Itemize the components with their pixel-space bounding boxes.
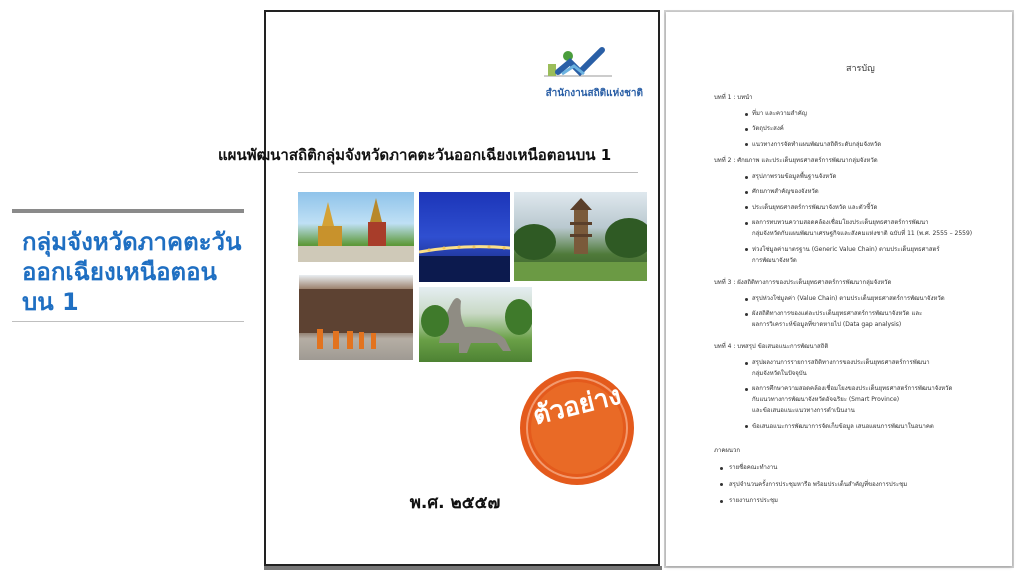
toc-bullet: [745, 313, 748, 316]
toc-item: สรุปภาพรวมข้อมูลพื้นฐานจังหวัด: [752, 173, 837, 180]
region-title: กลุ่มจังหวัดภาคตะวันออกเฉียงเหนือตอนบน 1: [22, 228, 242, 316]
toc-item: สรุปห่วงโซ่มูลค่า (Value Chain) ตามประเด็นยุทธศาสตร์การพัฒนาจังหวัด: [752, 295, 945, 302]
temple-photo: [298, 192, 414, 262]
toc-bullet: [720, 500, 723, 503]
cover-shadow: [264, 566, 662, 570]
toc-item: แนวทางการจัดทำแผนพัฒนาสถิติระดับกลุ่มจังหวัด: [752, 140, 882, 148]
cover-year: พ.ศ. ๒๕๕๗: [409, 493, 501, 513]
bridge-photo: [419, 192, 510, 282]
toc-bullet: [745, 362, 748, 365]
toc-appendix-item: สรุปจำนวนครั้งการประชุมหารือ พร้อมประเด็นสำคัญที่ของการประชุม: [729, 480, 908, 488]
toc-item: กับแนวทางการพัฒนาจังหวัดอัจฉริยะ (Smart Province): [752, 396, 900, 404]
toc-item: ผังสถิติทางการของแต่ละประเด็นยุทธศาสตร์การพัฒนาจังหวัด และ: [752, 310, 923, 318]
toc-item: ประเด็นยุทธศาสตร์การพัฒนาจังหวัด และตัวชี้วัด: [752, 203, 878, 211]
nso-logo: [540, 44, 616, 88]
section-title-block: [12, 209, 244, 322]
stamp-label: ตัวอย่าง: [529, 380, 625, 432]
toc-item: กลุ่มจังหวัดกับแผนพัฒนาเศรษฐกิจและสังคมแห่งชาติ ฉบับที่ 11 (พ.ศ. 2555 – 2559): [752, 230, 973, 238]
toc-item: การพัฒนาจังหวัด: [752, 256, 797, 264]
toc-item: ผลการวิเคราะห์ข้อมูลที่ขาดหายไป (Data gap analysis): [752, 321, 902, 329]
toc-bullet: [745, 298, 748, 301]
toc-item: ห่วงโซ่มูลค่ามาตรฐาน (Generic Value Chain) ตามประเด็นยุทธศาสตร์: [752, 245, 940, 253]
toc-bullet: [745, 388, 748, 391]
toc-bullet: [745, 222, 748, 225]
toc-item: กลุ่มจังหวัดในปัจจุบัน: [752, 370, 807, 377]
title-bottom-rule: [12, 321, 244, 322]
toc-item: ผลการศึกษาความสอดคล้องเชื่อมโยงของประเด็นยุทธศาสตร์การพัฒนาจังหวัด: [752, 385, 953, 393]
toc-item: ข้อเสนอแนะการพัฒนาการจัดเก็บข้อมูล เสนอแผนการพัฒนาในอนาคต: [752, 422, 934, 430]
toc-bullet: [745, 113, 748, 116]
toc-bullet: [745, 128, 748, 131]
toc-chapter-title: บทที่ 1 : บทนำ: [714, 94, 753, 101]
toc-appendix-item: รายชื่อคณะทำงาน: [729, 464, 778, 471]
toc-bullet: [745, 176, 748, 179]
toc-item: และข้อเสนอแนะแนวทางการดำเนินงาน: [752, 407, 855, 415]
dinosaur-photo: [419, 287, 532, 362]
toc-appendix-title: ภาคผนวก: [714, 447, 740, 454]
monks-photo: [299, 275, 413, 360]
toc-chapter-title: บทที่ 3 : ผังสถิติทางการของประเด็นยุทธศาสตร์การพัฒนากลุ่มจังหวัด: [714, 279, 892, 286]
toc-appendix-item: รายงานการประชุม: [729, 497, 779, 504]
cover-rule: [298, 172, 638, 173]
toc-chapter-title: บทที่ 4 : บทสรุป ข้อเสนอแนะการพัฒนาสถิติ: [714, 343, 829, 350]
toc-chapter-title: บทที่ 2 : ศักยภาพ และประเด็นยุทธศาสตร์การพัฒนากลุ่มจังหวัด: [714, 157, 878, 164]
toc-item: สรุปผลงานการรายการสถิติทางการของประเด็นยุทธศาสตร์การพัฒนา: [752, 359, 930, 366]
toc-bullet: [720, 467, 723, 470]
cover-title: แผนพัฒนาสถิติกลุ่มจังหวัดภาคตะวันออกเฉียงเหนือตอนบน 1: [218, 146, 612, 164]
toc-bullet: [720, 483, 723, 486]
toc-heading: สารบัญ: [846, 64, 875, 74]
toc-item: ศักยภาพสำคัญของจังหวัด: [752, 188, 819, 196]
org-name: สำนักงานสถิติแห่งชาติ: [545, 88, 643, 99]
toc-item: วัตถุประสงค์: [752, 125, 784, 133]
toc-item: ผลการทบทวนความสอดคล้องเชื่อมโยงประเด็นยุทธศาสตร์การพัฒนา: [752, 219, 929, 227]
toc-bullet: [745, 191, 748, 194]
pagoda-photo: [514, 192, 647, 281]
toc-item: ที่มา และความสำคัญ: [752, 110, 807, 117]
